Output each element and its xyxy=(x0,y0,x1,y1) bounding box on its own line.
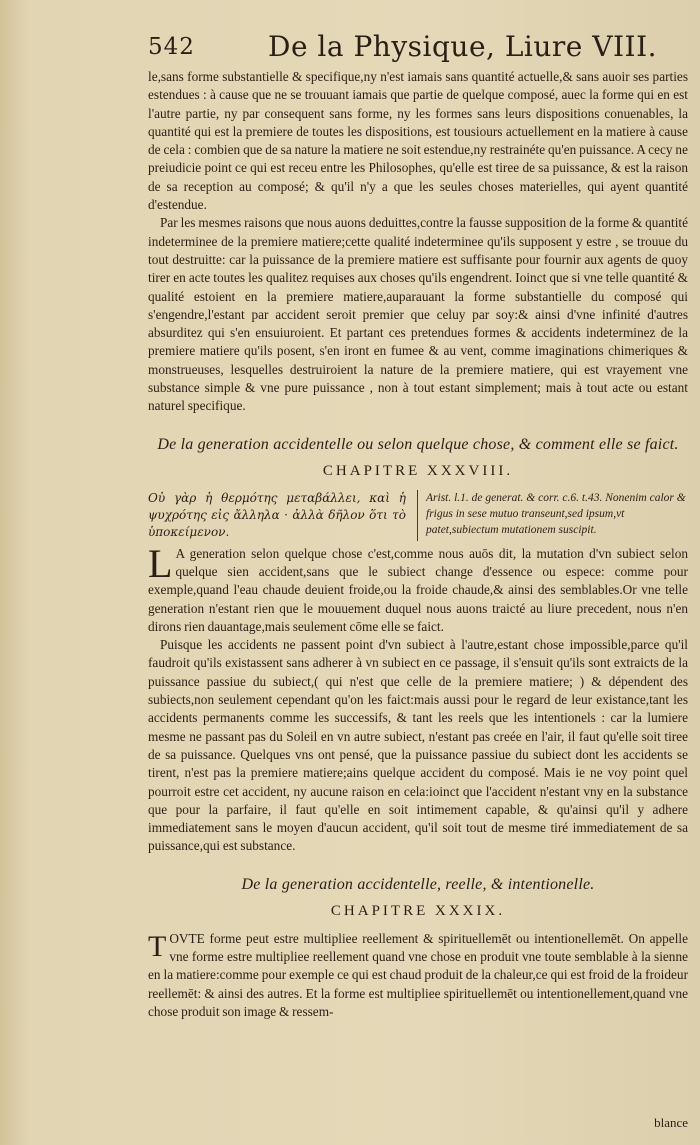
paragraph-text: A generation selon quelque chose c'est,comme nous auōs dit, la mutation d'vn subiect selon quelque sien accident,sans que le subiect change d'essence ou espece: comme pour exemple,quand l'eau chaude deuient froide,ou la froide chaude,& ainsi des semblables.Or vne telle generation n'estant rien que le mouuement duquel nous auons traicté au liure precedent, nous n'en dirons rien dauantage,mais seulement cōme elle se faict. xyxy=(148,545,688,634)
paragraph: Puisque les accidents ne passent point d'vn subiect à l'autre,estant chose impossible,parce qu'il faudroit qu'ils existassent sans adherer à vn subiect en ce passage, il s'ensuit qu'ils sont extraicts de la puissance passiue du subiect,( qui n'est que celle de la premiere matiere; ) & dépendent des subiects,non seulement cependant qu'on les faict:mais aussi pour le regard de leur existance,tant les accidents permanents comme les successifs, & tant les reels que les intentionels : car la lumiere mesme ne passant pas du Soleil en vn autre subiect, n'estant pas creée en l'air, il faut qu'elle soit tiree de sa puissance. Quelques vns ont pensé, que la puissance passiue du subiect dont les accidents se tirent, n'est pas la premiere matiere;ains quelque accident du composé. Mais ie ne voy point quel pourroit estre cet accident, ny aucune raison en cela:ioinct que l'accident n'estant vny en la substance que pour la parfaire, il faut qu'elle en soit intimement capable, & qu'ainsi qu'il y adhere immediatement sans le moyen d'aucun accident, qu'il soit tout de mesme tiré immediatement de sa puissance,qui est substance. xyxy=(148,637,688,854)
drop-cap: T xyxy=(148,929,167,963)
chapter-heading: CHAPITRE XXXIX. xyxy=(330,902,506,919)
paragraph xyxy=(148,930,688,1021)
paragraph: le,sans forme substantielle & specifique,ny n'est iamais sans quantité actuelle,& sans auoir ses parties estendues : à cause que ne se trouuant iamais que partie de quelque composé, auec la forme qui en est l'autre partie, ny par consequent sans forme, ny les formes sans leurs dispositions conuenables, la quantité qui est la premiere de toutes les dispositions, est tousiours actuellement en la matiere à cause de cela : combien que de sa nature la matiere ne soit estendue,ny restrainéte qu'en puissance. A cecy ne preiudicie point ce qui est receu entre les Philosophes, qu'elle est tiree de sa puissance, & est la raison de sa reception au composé; & qu'il n'y a que les seules choses materielles, qui ayent quantité d'estendue. xyxy=(148,69,688,213)
page-number: 542 xyxy=(148,34,195,60)
greek-quote: Οὐ γὰρ ἡ θερμότης μεταβάλλει, καὶ ἡ ψυχρότης εἰς ἄλληλα · ἀλλὰ δῆλον ὅτι τὸ ὑποκείμενον. xyxy=(148,490,406,539)
catchword: blance xyxy=(654,1115,688,1130)
chapter-text xyxy=(148,930,688,1021)
paragraph: Par les mesmes raisons que nous auons deduittes,contre la fausse supposition de la forme & quantité indeterminee de la premiere matiere;cette qualité indeterminee qu'ils supposent y estre , se trouue du tout destruitte: car la puissance de la premiere matiere est suffisante pour fournir aux agents de quoy tirer en acte toutes les qualitez requises aux choses qu'ils engendrent. Ioinct que si vne telle quantité & qualité estoient en la premiere matiere,auparauant la forme substantielle du composé qui s'engendre,l'estant par accident seroit premier que celuy par soy:& ainsi d'vne infinité d'autres absurditez qui s'en ensuiuroient. Et partant ces pretendues formes & accidents indeterminez de la premiere matiere qu'ils posent, s'en iront en fumee & au vent, comme imaginations chimeriques & monstrueuses, lesquelles destruiroient la nature de la premiere matiere, qui est vrayement vne substance simple & vne pure puissance , non à tout estant simplement; mais à tout acte ou estant naturel specifique. xyxy=(148,215,688,414)
paragraph xyxy=(148,540,688,636)
chapter-heading: CHAPITRE XXXVIII. xyxy=(322,462,514,479)
section-title: De la generation accidentelle, reelle, & intentionelle. xyxy=(241,875,595,893)
chapter-text xyxy=(148,540,688,856)
first-word: OVTE xyxy=(169,930,205,946)
page-header xyxy=(148,30,688,66)
epigraph xyxy=(148,490,688,541)
continued-text xyxy=(148,68,688,416)
paragraph-text: forme peut estre multipliee reellement & spirituellemēt ou intentionellemēt. On appelle vne forme estre multipliee reellement quand vne chose en produit vne toute semblable à la sienne en la matiere:comme pour exemple ce qui est chaud produit de la chaleur,ce qui est froid de la froideur reellemēt: & ainsi des autres. Et la forme est multipliee spirituellemēt ou intentionellement,quand vne chose produit son image & ressem- xyxy=(148,930,688,1019)
section-title: De la generation accidentelle ou selon quelque chose, & comment elle se faict. xyxy=(157,435,679,453)
drop-cap: L xyxy=(148,540,173,586)
running-title: De la Physique, Liure VIII. xyxy=(268,30,658,63)
latin-quote: Arist. l.1. de generat. & corr. c.6. t.43. Nonenim calor & frigus in sese mutuo transeunt,sed ipsum,vt patet,subiectum mutationem suscipit. xyxy=(417,490,688,541)
